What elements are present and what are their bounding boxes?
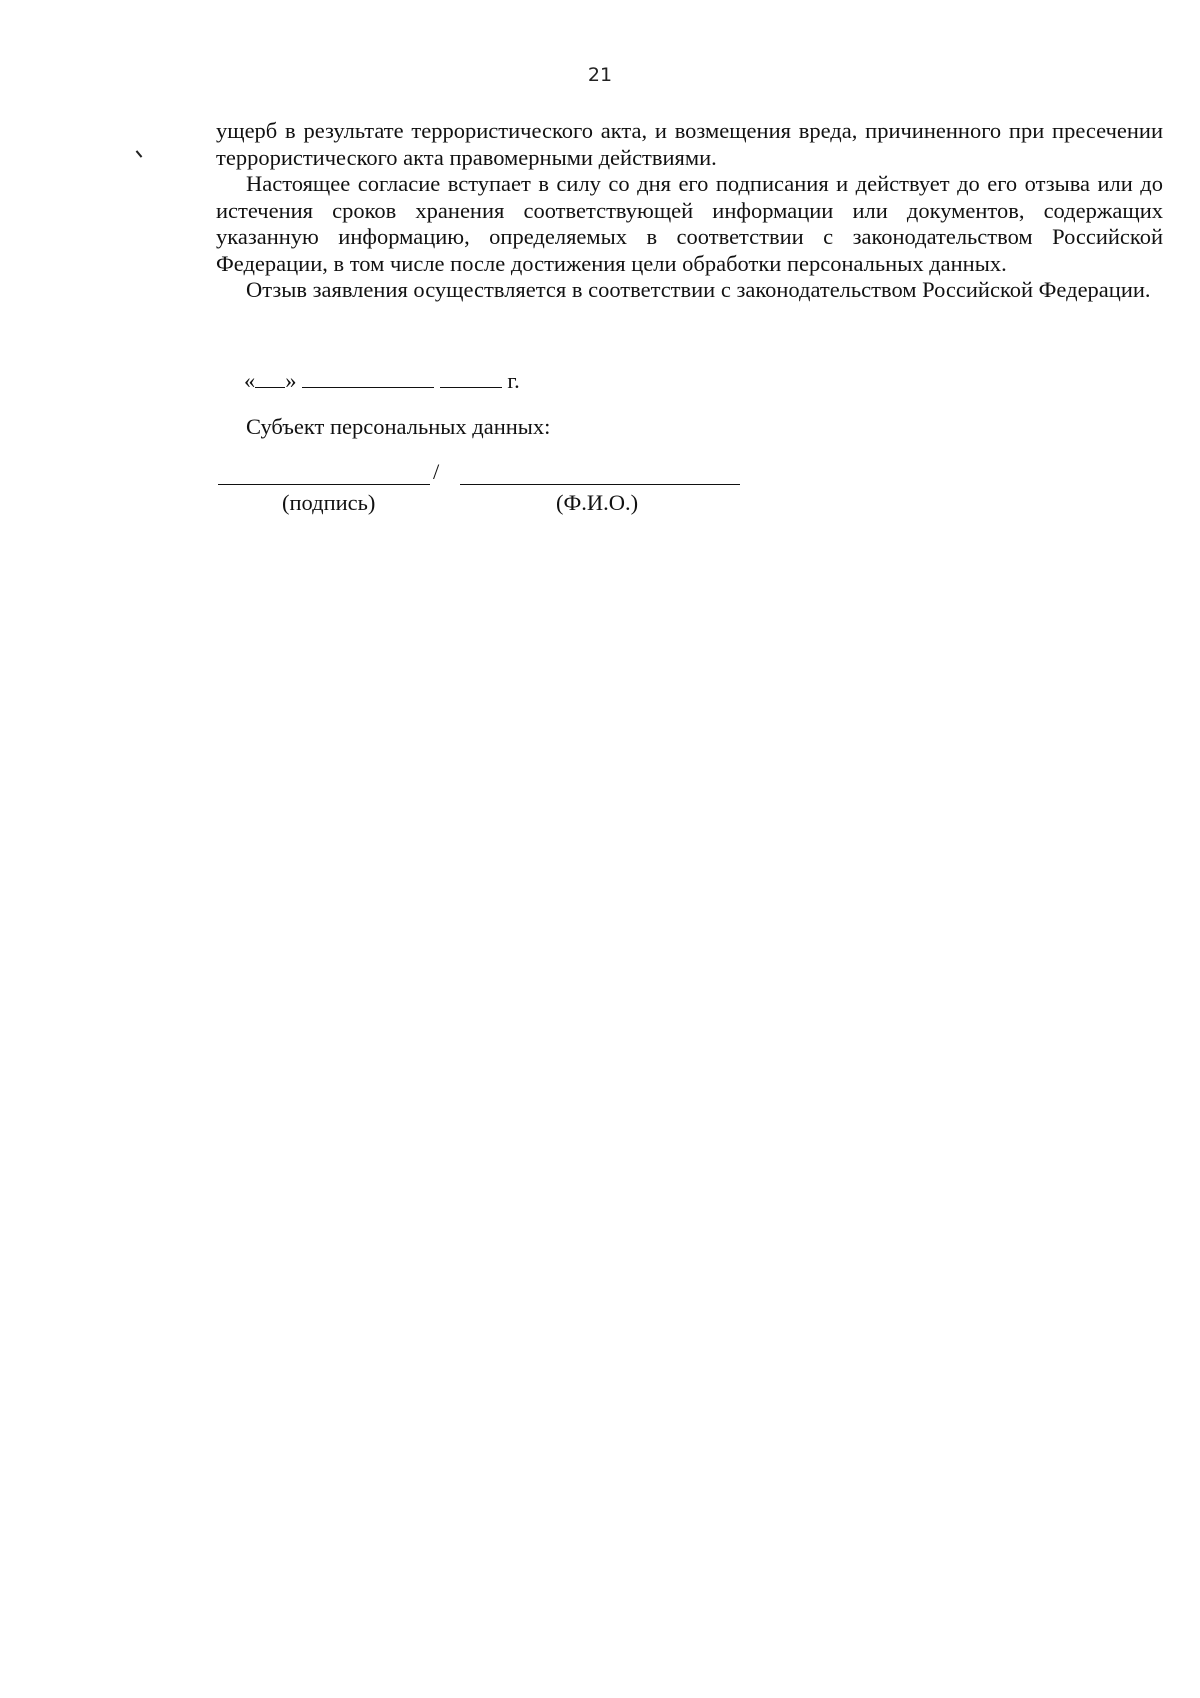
body-text <box>216 118 1163 304</box>
paragraph-withdrawal: Отзыв заявления осуществляется в соответствии с законодательством Российской Федерации. <box>246 277 1151 302</box>
paragraph-continuation: ущерб в результате террористического акта, и возмещения вреда, причиненного при пресечении террористического акта правомерными действиями. <box>216 118 1163 170</box>
signature-separator: / <box>433 459 440 484</box>
year-suffix: г. <box>507 368 520 393</box>
signature-line[interactable] <box>218 484 430 485</box>
subject-label: Субъект персональных данных: <box>246 414 551 439</box>
year-blank[interactable] <box>440 367 502 388</box>
date-open-quote: « <box>244 368 256 393</box>
date-line <box>244 367 520 394</box>
page-number: 21 <box>587 64 613 86</box>
date-close-quote: » <box>285 368 297 393</box>
full-name-caption: (Ф.И.О.) <box>556 490 639 515</box>
full-name-line[interactable] <box>460 484 740 485</box>
paragraph-consent-validity: Настоящее согласие вступает в силу со дня его подписания и действует до его отзыва или до истечения сроков хранения соответствующей информации или документов, содержащих указанную информацию, определяемых в соответствии с законодательством Российской Федерации, в том числе после достижения цели обработки персональных данных. <box>216 171 1163 276</box>
day-blank[interactable] <box>255 367 285 388</box>
signature-caption: (подпись) <box>282 490 376 515</box>
scan-mark <box>136 150 143 157</box>
month-blank[interactable] <box>302 367 434 388</box>
